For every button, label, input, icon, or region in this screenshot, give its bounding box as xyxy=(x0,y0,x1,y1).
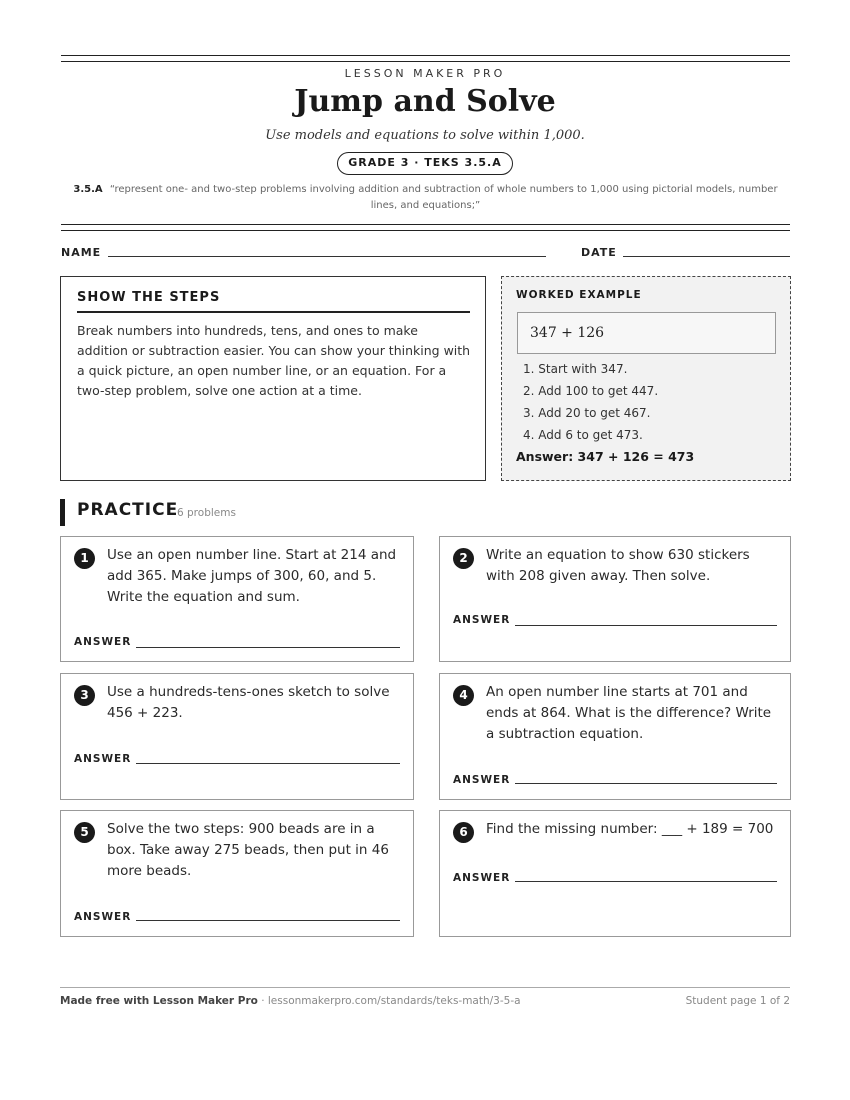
footer-made-with: Made free with Lesson Maker Pro xyxy=(60,995,258,1007)
problem-number-badge: 6 xyxy=(453,822,474,843)
practice-problem-count: 6 problems xyxy=(177,507,236,519)
problem-card-2 xyxy=(439,536,791,662)
standard-description xyxy=(68,182,783,214)
top-double-rule xyxy=(61,55,790,62)
answer-field[interactable] xyxy=(136,920,400,921)
name-label: NAME xyxy=(61,246,102,259)
worked-example-equation: 347 + 126 xyxy=(517,312,776,354)
worksheet-subtitle: Use models and equations to solve within 1,000. xyxy=(265,128,585,143)
answer-label: ANSWER xyxy=(453,614,511,626)
date-label: DATE xyxy=(581,246,617,259)
worked-example-heading: WORKED EXAMPLE xyxy=(516,289,642,301)
problem-card-5 xyxy=(60,810,414,937)
header-bottom-double-rule xyxy=(61,224,790,231)
practice-accent-bar xyxy=(60,499,65,526)
problem-number-badge: 3 xyxy=(74,685,95,706)
answer-field[interactable] xyxy=(136,647,400,648)
footer-rule xyxy=(60,987,790,988)
worked-example-step: 4. Add 6 to get 473. xyxy=(523,428,643,442)
problem-text: Use an open number line. Start at 214 and add 365. Make jumps of 300, 60, and 5. Write the equation and sum. xyxy=(107,547,397,605)
answer-label: ANSWER xyxy=(74,911,132,923)
worked-example-step: 1. Start with 347. xyxy=(523,362,628,376)
problem-number-badge: 1 xyxy=(74,548,95,569)
problem-number-badge: 4 xyxy=(453,685,474,706)
answer-field[interactable] xyxy=(515,625,777,626)
answer-field[interactable] xyxy=(515,881,777,882)
worked-example-step: 2. Add 100 to get 447. xyxy=(523,384,659,398)
problem-card-1 xyxy=(60,536,414,662)
worked-example-steps xyxy=(523,358,658,446)
problem-text: Find the missing number: ___ + 189 = 700 xyxy=(486,821,774,837)
footer-credit xyxy=(60,995,521,1007)
problem-text: An open number line starts at 701 and ends at 864. What is the difference? Write a subtraction equation. xyxy=(486,684,772,742)
footer-page-number: Student page 1 of 2 xyxy=(685,995,790,1007)
practice-heading: PRACTICE xyxy=(77,500,179,520)
standard-code: 3.5.A xyxy=(73,184,103,195)
grade-badge: GRADE 3 · TEKS 3.5.A xyxy=(337,152,513,175)
problem-text: Use a hundreds-tens-ones sketch to solve 456 + 223. xyxy=(107,684,390,721)
answer-field[interactable] xyxy=(515,783,777,784)
problem-number-badge: 5 xyxy=(74,822,95,843)
footer-url: · lessonmakerpro.com/standards/teks-math/3-5-a xyxy=(257,995,521,1007)
problem-text: Solve the two steps: 900 beads are in a box. Take away 275 beads, then put in 46 more beads. xyxy=(107,821,389,879)
show-the-steps-body: Break numbers into hundreds, tens, and ones to make addition or subtraction easier. You can show your thinking with a quick picture, an open number line, or an equation. For a two-step problem, solve one action at a time. xyxy=(77,323,471,398)
problem-card-4 xyxy=(439,673,791,800)
answer-field[interactable] xyxy=(136,763,400,764)
worked-example-answer: Answer: 347 + 126 = 473 xyxy=(516,449,695,464)
answer-label: ANSWER xyxy=(74,753,132,765)
problem-text: Write an equation to show 630 stickers with 208 given away. Then solve. xyxy=(486,547,750,584)
show-the-steps-panel xyxy=(60,276,486,481)
answer-label: ANSWER xyxy=(453,872,511,884)
worked-example-step: 3. Add 20 to get 467. xyxy=(523,406,651,420)
problem-card-6 xyxy=(439,810,791,937)
problem-card-3 xyxy=(60,673,414,800)
standard-text: “represent one- and two-step problems involving addition and subtraction of whole numbers to 1,000 using pictorial models, number lines, and equations;” xyxy=(109,184,778,211)
problem-number-badge: 2 xyxy=(453,548,474,569)
worksheet-title: Jump and Solve xyxy=(294,84,556,119)
worked-example-panel xyxy=(501,276,791,481)
answer-label: ANSWER xyxy=(453,774,511,786)
name-field[interactable] xyxy=(108,256,546,257)
answer-label: ANSWER xyxy=(74,636,132,648)
date-field[interactable] xyxy=(623,256,790,257)
show-the-steps-heading: SHOW THE STEPS xyxy=(77,290,470,313)
brand-name: LESSON MAKER PRO xyxy=(344,67,506,80)
